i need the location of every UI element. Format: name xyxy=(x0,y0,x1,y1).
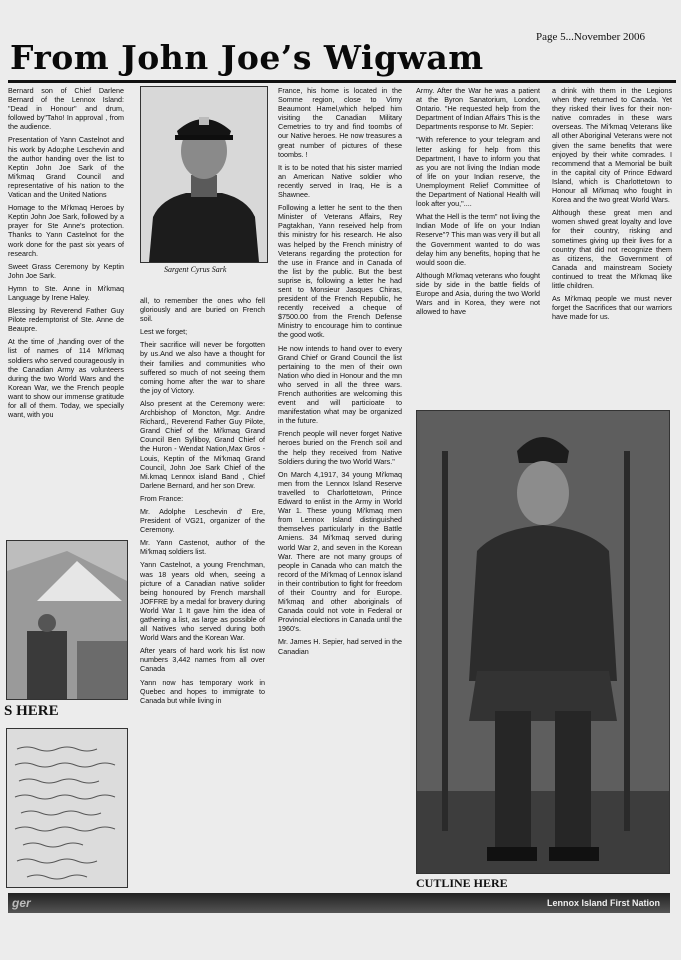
paragraph: As Mi'kmaq people we must never forget the Sacrifices that our warriors have made for us. xyxy=(552,294,672,322)
paragraph: Bernard son of Chief Darlene Bernard of the Lennox Island: "Dead in Honour" and drum, followed by"Taho! In approval , from the audience. xyxy=(8,86,124,132)
article-column-4 xyxy=(416,86,540,396)
paragraph: Army. After the War he was a patient at the Byron Sanatorium, London, Ontario. "He requested help from the Department of Indian Affairs This is the Departments response to Mr. Sepier: xyxy=(416,86,540,132)
paragraph: What the Hell is the term" not living the Indian Mode of life on your Indian Reserve"? This man was very ill but all the Government wanted to do was delay him any benefits, hoping that he would soon die. xyxy=(416,212,540,267)
article-column-1 xyxy=(8,86,124,531)
article-column-5 xyxy=(552,86,672,396)
paragraph: Although these great men and women shwed great loyalty and love for their country, risking and sometimes giving up their lives for a country that did not recognize them as citizens, the Government of Canada and mainstream Society continued to treat the Mi'kmaq like little children. xyxy=(552,208,672,290)
paragraph: Lest we forget; xyxy=(140,327,188,337)
military-camp-photo xyxy=(6,540,128,700)
page-number: Page 5...November 2006 xyxy=(536,31,646,43)
side-heading: S HERE xyxy=(4,703,59,719)
paragraph: It is to be noted that his sister married an American Native soldier who recently served in Iraq, He is a Shawnee. xyxy=(278,162,402,200)
paragraph: Yann now has temporary work in Quebec and hopes to immigrate to Canada but while living in xyxy=(140,677,265,705)
page-title: From John Joe’s Wigwam xyxy=(10,38,484,77)
paragraph: Presentation of Yann Castelnot and his work by Ado;phe Leschevin and the author handing over the list to Keptin John Joe Sark of the Mi'kmaq Grand Council and representative of his nation to the Vatican and the United Nations xyxy=(8,135,124,200)
footer-bar xyxy=(8,893,670,913)
paragraph: French people will never forget Native heroes buried on the French soil and the help they received from Native Soldiers during the two World Wars." xyxy=(278,429,402,466)
title-rule xyxy=(8,80,676,83)
paragraph: Sweet Grass Ceremony by Keptin John Joe Sark. xyxy=(8,261,124,280)
paragraph: "With reference to your telegram and letter asking for help from this Department, I have to inform you that as you are not living the Indian mode of life on your Indian reserve, the Unemployment Relief Committee of the Department of National Health will look after you,".... xyxy=(416,135,540,209)
paragraph: Also present at the Ceremony were: Archbishop of Moncton, Mgr. Andre Richard,, Reverend Father Guy Pilote, Grand Chief of the Mi'kmaq Grand Council Ben Sylliboy, Grand Chief of the Huron - Wendat Nation,Max Gros - Louis, Keptin of the Mi'kmaq Grand Council, John Joe Sark Chief of the Mi.kmaq Lennox island Band , Chief Darlene Bernard, and her son Drew. xyxy=(140,398,265,490)
paragraph: all, to remember the ones who fell gloriously and are buried on French soil. xyxy=(140,296,265,324)
sergeant-portrait-photo xyxy=(140,86,268,263)
article-column-3 xyxy=(278,86,402,888)
seated-soldier-photo xyxy=(416,410,670,874)
paragraph: Homage to the Mi'kmaq Heroes by Keptin John Joe Sark, followed by a prayer for Ste Anne's protection. Thanks to Yann Castelnot for the work done for the past six years of research. xyxy=(8,203,124,258)
paragraph: On March 4,1917, 34 young Mi'kmaq men from the Lennox Island Reserve travelled to Charlottetown, Prince Edward to enlist in the Army in World War 1. These young Mi'kmaq men from Lennox Island distinguished themselves particularly in the Battle Amiens. 34 Mi'kmaq served during world War 2, and seven in the Korean War. There are not many groups of people in Canada who can match the record of the Mi'kmaq of Lennox island in their contribution to fight for freedom of their Country and for Europe. Mi'kmaq and other aboriginals of Canada could not vote in Federal or Provincial elections in Canada until the 1960's. xyxy=(278,469,402,634)
paragraph: Although Mi'kmaq veterans who fought side by side in the battle fields of Europe and Asia, during the two World Wars and in Korea, they were not allowed to have xyxy=(416,270,540,317)
paragraph: At the time of ,handing over of the list of names of 114 Mi'kmaq soldiers who served courageously in the Canadian Army as volunteers during the two World Wars and the Korean War, we the French people want to show our immense gratitude for all of them. Today, we specially want, with you xyxy=(8,337,124,420)
footer-publication-name: Lennox Island First Nation xyxy=(546,898,660,908)
handwritten-document-photo xyxy=(6,728,128,888)
footer-left-text: ger xyxy=(12,896,31,910)
article-column-2 xyxy=(140,296,265,886)
paragraph: Their sacrifice will never be forgotten by us.And we also have a thought for their families and communities who suffered so much of not seeing them coming home after the war to share the joy of Victory. xyxy=(140,340,265,395)
paragraph: Mr. James H. Sepier, had served in the Canadian xyxy=(278,637,402,656)
paragraph: France, his home is located in the Somme region, close to Vimy Beaumont Hamel,which helped him visiting the Canadian Military Cemetries to try and find toombs of our Native heroes. He now treasures a great number of pictures of these toombs. ! xyxy=(278,86,402,159)
paragraph: Mr. Adolphe Leschevin d' Ere, President of VG21, organizer of the Ceremony. xyxy=(140,506,265,535)
paragraph: Yann Castelnot, a young Frenchman, was 18 years old when, seeing a picture of a Canadian native solider being honoured by French marshall JOFFRE by a medal for bravery during World War 1 It gave him the idea of gathering a list, as large as possible of all Natives who served during both World Wars and the Korean War. xyxy=(140,560,265,643)
sergeant-photo-caption: Sargent Cyrus Sark xyxy=(164,265,227,274)
paragraph: After years of hard work his list now numbers 3,442 names from all over Canada xyxy=(140,646,265,674)
paragraph: Blessing by Reverend Father Guy Pilote redemptorist of Ste. Anne de Beaupre. xyxy=(8,306,124,334)
paragraph: From France: xyxy=(140,493,184,503)
paragraph: Following a letter he sent to the then Minister of Veterans Affairs, Rey Pagtakhan, Yann reseived help from this ministry for his research. He also was helped by the French ministry of Veterans regarding the protection for the use in France and in Canada of the list by the public. But the best suprise is, following a letter he had sent to Monsieur Jasques Chiras, president of the French Republic, he recently received a cheque of $7500.00 from the French Defense Ministry to encourage him to continue the good wotk. xyxy=(278,203,402,340)
cutline-caption: CUTLINE HERE xyxy=(416,876,508,890)
paragraph: Mr. Yann Castenot, author of the Mi'kmaq soldiers list. xyxy=(140,538,265,557)
paragraph: a drink with them in the Legions when they returned to Canada. Yet they risked their lives for their non-native comrades in these wars overseas. The Mi'kmaq Veterans like all other Aboriginal Veterans were not given the same benefits that were enjoyed by their white comrades. I recommend that a Memorial be built in the capital city of Prince Edward Island, which is Charlottetown to Honour all Mi'kmaq who fought in Korea and the two great World Wars. xyxy=(552,86,672,205)
paragraph: He now intends to hand over to every Grand Chief or Grand Council the list pertaining to the men of their own Nation who died in Honour and the mn who served in all the three wars. French authorities are welcoming this event and will particioate to manifestation what may be organized in the future. xyxy=(278,343,402,426)
paragraph: Hymn to Ste. Anne in Mi'kmaq Language by Irene Haley. xyxy=(8,283,124,302)
